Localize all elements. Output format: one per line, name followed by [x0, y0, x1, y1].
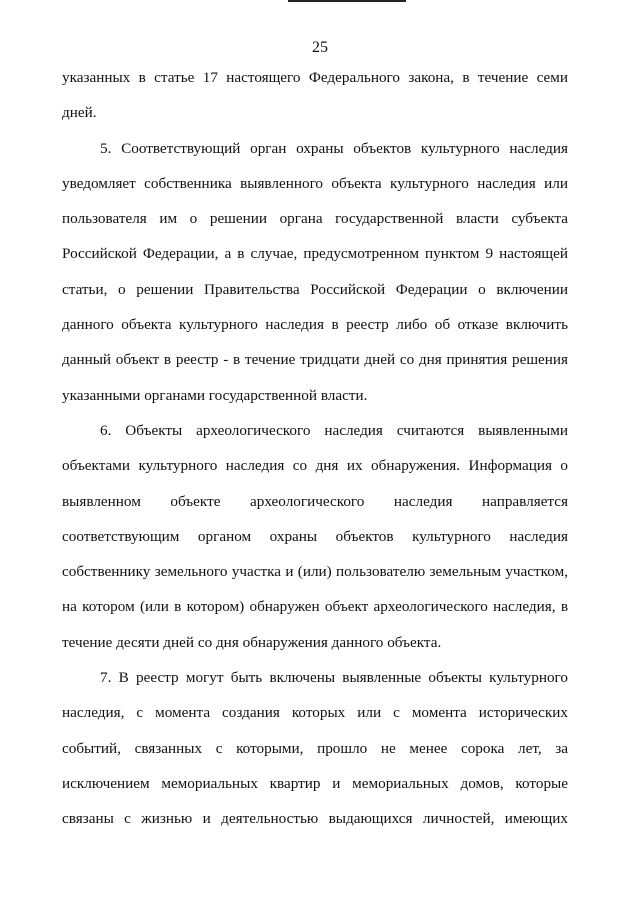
text-line: 6. Объекты археологического наследия считаются выявленными	[100, 421, 568, 439]
text-line: собственнику земельного участка и (или) пользователю земельным участком,	[62, 563, 568, 581]
text-line: течение десяти дней со дня обнаружения данного объекта.	[62, 633, 442, 651]
document-body	[62, 60, 568, 837]
text-line: исключением мемориальных квартир и мемориальных домов, которые	[62, 774, 568, 792]
text-line: событий, связанных с которыми, прошло не менее сорока лет, за	[62, 739, 568, 757]
page-number: 25	[312, 39, 328, 56]
text-line: выявленном объекте археологического наследия направляется	[62, 492, 568, 510]
text-line: объектами культурного наследия со дня их обнаружения. Информация о	[62, 457, 568, 475]
top-rule-divider	[288, 0, 406, 2]
text-line: дней.	[62, 104, 97, 122]
text-line: пользователя им о решении органа государственной власти субъекта	[62, 210, 568, 228]
text-line: соответствующим органом охраны объектов культурного наследия	[62, 527, 568, 545]
text-line: наследия, с момента создания которых или с момента исторических	[62, 704, 568, 722]
text-line: связаны с жизнью и деятельностью выдающихся личностей, имеющих	[62, 810, 568, 828]
text-line: указанных в статье 17 настоящего Федерального закона, в течение семи	[62, 69, 568, 86]
text-line: уведомляет собственника выявленного объекта культурного наследия или	[62, 174, 568, 192]
text-line: Российской Федерации, а в случае, предусмотренном пунктом 9 настоящей	[62, 245, 568, 263]
text-line: 5. Соответствующий орган охраны объектов культурного наследия	[100, 139, 568, 157]
text-line: указанными органами государственной власти.	[62, 386, 368, 404]
text-line: на котором (или в котором) обнаружен объект археологического наследия, в	[62, 598, 568, 616]
text-line: статьи, о решении Правительства Российской Федерации о включении	[62, 280, 568, 298]
text-line: 7. В реестр могут быть включены выявленные объекты культурного	[100, 669, 568, 687]
text-line: данного объекта культурного наследия в реестр либо об отказе включить	[62, 316, 568, 334]
text-line: данный объект в реестр - в течение тридцати дней со дня принятия решения	[62, 351, 568, 369]
